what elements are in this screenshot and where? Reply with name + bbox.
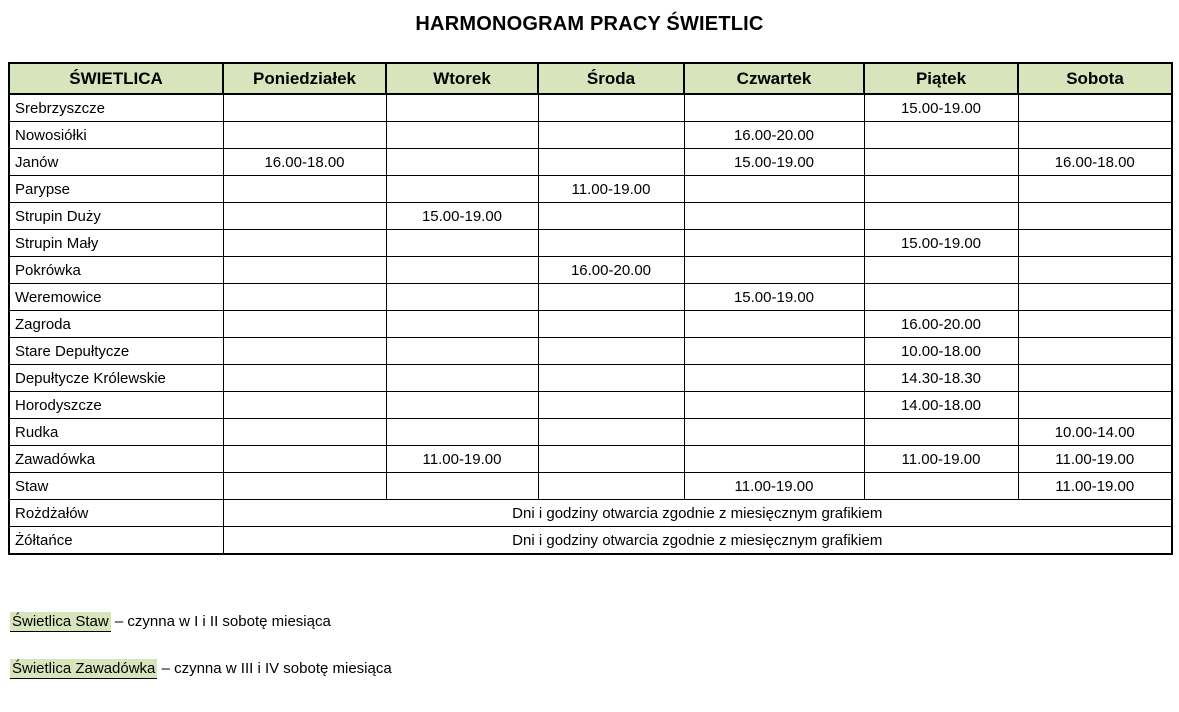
schedule-cell <box>386 392 538 419</box>
schedule-cell: 10.00-14.00 <box>1018 419 1172 446</box>
schedule-cell <box>1018 203 1172 230</box>
footnote-staw <box>10 613 1179 630</box>
schedule-cell: 16.00-20.00 <box>538 257 684 284</box>
schedule-cell <box>223 419 386 446</box>
schedule-cell: 10.00-18.00 <box>864 338 1018 365</box>
schedule-cell <box>223 203 386 230</box>
schedule-cell <box>684 365 864 392</box>
table-row <box>9 500 1172 527</box>
schedule-cell <box>1018 230 1172 257</box>
schedule-cell <box>1018 284 1172 311</box>
table-row <box>9 446 1172 473</box>
schedule-cell <box>223 122 386 149</box>
schedule-cell <box>1018 311 1172 338</box>
table-row <box>9 338 1172 365</box>
facility-name-cell: Weremowice <box>9 284 223 311</box>
facility-name-cell: Pokrówka <box>9 257 223 284</box>
footnote-zawadowka-highlight: Świetlica Zawadówka <box>12 660 156 677</box>
schedule-cell <box>864 473 1018 500</box>
facility-name-cell: Janów <box>9 149 223 176</box>
facility-name-cell: Stare Depułtycze <box>9 338 223 365</box>
facility-name-cell: Strupin Mały <box>9 230 223 257</box>
schedule-cell <box>684 311 864 338</box>
footnote-zawadowka-text: – czynna w III i IV sobotę miesiąca <box>157 660 392 677</box>
table-row <box>9 176 1172 203</box>
table-row <box>9 149 1172 176</box>
schedule-cell <box>684 257 864 284</box>
schedule-cell: 16.00-20.00 <box>684 122 864 149</box>
schedule-cell <box>386 311 538 338</box>
schedule-cell <box>1018 257 1172 284</box>
schedule-cell: 11.00-19.00 <box>1018 473 1172 500</box>
schedule-cell <box>538 203 684 230</box>
column-header-sobota: Sobota <box>1018 63 1172 94</box>
schedule-cell <box>1018 176 1172 203</box>
schedule-cell <box>223 284 386 311</box>
schedule-cell <box>223 94 386 122</box>
column-header-poniedzialek: Poniedziałek <box>223 63 386 94</box>
schedule-cell: 16.00-20.00 <box>864 311 1018 338</box>
schedule-cell <box>223 230 386 257</box>
schedule-cell <box>386 473 538 500</box>
schedule-cell: 11.00-19.00 <box>864 446 1018 473</box>
schedule-cell <box>684 94 864 122</box>
schedule-cell <box>684 419 864 446</box>
schedule-cell <box>684 446 864 473</box>
facility-name-cell: Rudka <box>9 419 223 446</box>
facility-name-cell: Horodyszcze <box>9 392 223 419</box>
schedule-cell <box>864 176 1018 203</box>
column-header-piatek: Piątek <box>864 63 1018 94</box>
schedule-cell: 15.00-19.00 <box>864 230 1018 257</box>
column-header-czwartek: Czwartek <box>684 63 864 94</box>
page-title: HARMONOGRAM PRACY ŚWIETLIC <box>415 13 764 35</box>
schedule-cell <box>684 176 864 203</box>
schedule-cell: 14.30-18.30 <box>864 365 1018 392</box>
schedule-cell: 16.00-18.00 <box>1018 149 1172 176</box>
schedule-cell: 15.00-19.00 <box>684 149 864 176</box>
schedule-cell <box>223 392 386 419</box>
schedule-cell: 15.00-19.00 <box>386 203 538 230</box>
facility-name-cell: Zagroda <box>9 311 223 338</box>
schedule-cell: 16.00-18.00 <box>223 149 386 176</box>
schedule-cell <box>223 473 386 500</box>
table-row <box>9 94 1172 122</box>
schedule-cell <box>684 230 864 257</box>
schedule-cell <box>538 419 684 446</box>
column-header-wtorek: Wtorek <box>386 63 538 94</box>
footnote-staw-text: – czynna w I i II sobotę miesiąca <box>110 613 331 630</box>
schedule-cell: 11.00-19.00 <box>684 473 864 500</box>
facility-name-cell: Strupin Duży <box>9 203 223 230</box>
schedule-cell: 15.00-19.00 <box>864 94 1018 122</box>
schedule-cell <box>538 473 684 500</box>
table-row <box>9 284 1172 311</box>
schedule-cell <box>386 94 538 122</box>
schedule-cell <box>386 257 538 284</box>
schedule-cell: 11.00-19.00 <box>538 176 684 203</box>
header-row <box>9 63 1172 94</box>
facility-name-cell: Rożdżałów <box>9 500 223 527</box>
schedule-cell <box>684 203 864 230</box>
schedule-cell <box>538 392 684 419</box>
schedule-cell <box>386 284 538 311</box>
schedule-cell: 14.00-18.00 <box>864 392 1018 419</box>
schedule-cell <box>1018 365 1172 392</box>
schedule-cell <box>386 149 538 176</box>
table-row <box>9 230 1172 257</box>
table-row <box>9 419 1172 446</box>
facility-name-cell: Żółtańce <box>9 527 223 555</box>
schedule-cell <box>386 419 538 446</box>
schedule-cell <box>538 284 684 311</box>
table-row <box>9 473 1172 500</box>
table-row <box>9 311 1172 338</box>
schedule-cell <box>538 230 684 257</box>
schedule-cell <box>223 338 386 365</box>
schedule-cell: 11.00-19.00 <box>1018 446 1172 473</box>
facility-name-cell: Staw <box>9 473 223 500</box>
table-row <box>9 365 1172 392</box>
facility-name-cell: Depułtycze Królewskie <box>9 365 223 392</box>
schedule-cell <box>538 311 684 338</box>
schedule-cell <box>223 176 386 203</box>
schedule-cell <box>538 338 684 365</box>
facility-name-cell: Zawadówka <box>9 446 223 473</box>
merged-schedule-cell: Dni i godziny otwarcia zgodnie z miesięcznym grafikiem <box>223 527 1172 555</box>
schedule-cell <box>1018 94 1172 122</box>
schedule-cell <box>864 284 1018 311</box>
schedule-cell <box>538 94 684 122</box>
schedule-cell <box>1018 392 1172 419</box>
schedule-cell <box>386 176 538 203</box>
schedule-cell <box>684 392 864 419</box>
schedule-cell <box>223 311 386 338</box>
table-row <box>9 527 1172 555</box>
schedule-cell <box>223 365 386 392</box>
schedule-cell <box>1018 122 1172 149</box>
schedule-cell: 11.00-19.00 <box>386 446 538 473</box>
schedule-cell <box>684 338 864 365</box>
schedule-cell <box>538 446 684 473</box>
schedule-cell <box>386 365 538 392</box>
footnote-staw-highlight: Świetlica Staw <box>12 613 109 630</box>
schedule-cell <box>538 149 684 176</box>
schedule-cell <box>864 149 1018 176</box>
schedule-cell <box>223 446 386 473</box>
table-row <box>9 203 1172 230</box>
schedule-table <box>8 62 1173 555</box>
schedule-cell <box>538 122 684 149</box>
merged-schedule-cell: Dni i godziny otwarcia zgodnie z miesięcznym grafikiem <box>223 500 1172 527</box>
facility-name-cell: Parypse <box>9 176 223 203</box>
schedule-cell <box>538 365 684 392</box>
column-header-swietlica: ŚWIETLICA <box>9 63 223 94</box>
facility-name-cell: Nowosiółki <box>9 122 223 149</box>
column-header-sroda: Środa <box>538 63 684 94</box>
schedule-cell <box>864 257 1018 284</box>
table-row <box>9 122 1172 149</box>
footnote-zawadowka <box>10 660 1179 677</box>
facility-name-cell: Srebrzyszcze <box>9 94 223 122</box>
schedule-cell: 15.00-19.00 <box>684 284 864 311</box>
schedule-cell <box>386 338 538 365</box>
schedule-cell <box>864 419 1018 446</box>
footnotes <box>10 613 1179 677</box>
schedule-cell <box>386 230 538 257</box>
schedule-cell <box>864 203 1018 230</box>
table-row <box>9 392 1172 419</box>
schedule-cell <box>864 122 1018 149</box>
schedule-cell <box>1018 338 1172 365</box>
table-row <box>9 257 1172 284</box>
schedule-cell <box>223 257 386 284</box>
schedule-cell <box>386 122 538 149</box>
